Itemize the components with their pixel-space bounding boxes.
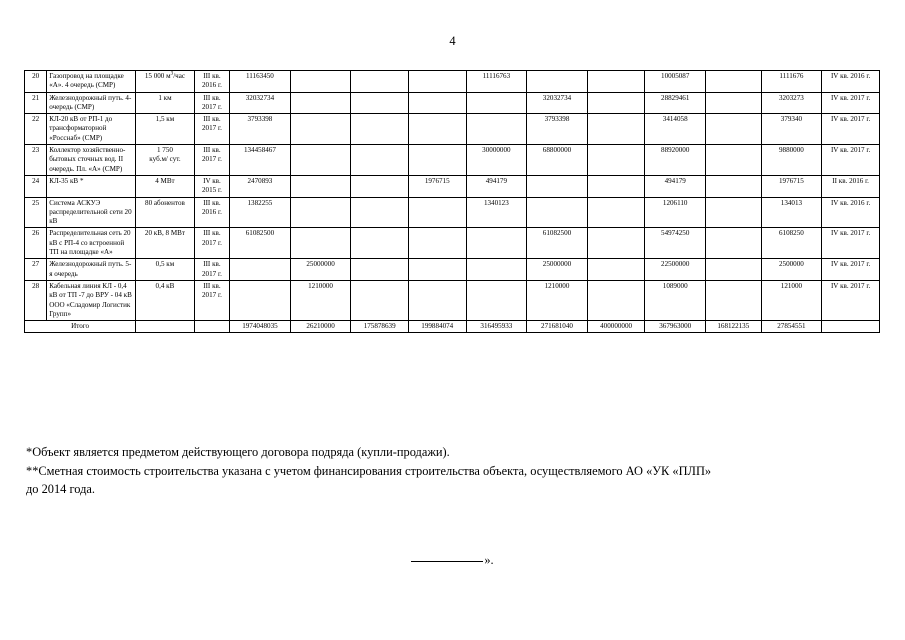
- total-col-9: 168122135: [706, 321, 762, 333]
- row-number: 24: [25, 175, 47, 197]
- table-row: [25, 280, 880, 320]
- value-col-5: 11116763: [466, 71, 527, 93]
- object-term: [194, 259, 229, 281]
- value-col-6: 3793398: [527, 114, 588, 145]
- total-col-8: 367963000: [645, 321, 706, 333]
- value-col-3: [351, 228, 409, 259]
- object-name: Железнодорожный путь. 4-очередь (СМР): [47, 92, 136, 114]
- value-col-2: 1210000: [290, 280, 351, 320]
- term-line-2: 2017 г.: [202, 291, 222, 300]
- object-term: [194, 197, 229, 228]
- object-capacity: 1,5 км: [136, 114, 195, 145]
- value-col-5: 1340123: [466, 197, 527, 228]
- completion-term: IV кв. 2017 г.: [822, 114, 880, 145]
- capacity-line-2: куб.м/ сут.: [149, 155, 181, 164]
- value-col-8: 1206110: [645, 197, 706, 228]
- total-col-6: 271681040: [527, 321, 588, 333]
- term-line-2: 2016 г.: [202, 207, 222, 216]
- value-col-9: [706, 114, 762, 145]
- value-col-6: [527, 71, 588, 93]
- capacity-line-1: 1 750: [156, 146, 173, 155]
- value-col-10: 379340: [761, 114, 822, 145]
- object-capacity: 0,5 км: [136, 259, 195, 281]
- value-col-7: [587, 114, 645, 145]
- total-col-5: 316495933: [466, 321, 527, 333]
- term-line-2: 2015 г.: [202, 186, 222, 195]
- value-col-6: 61082500: [527, 228, 588, 259]
- object-name: КЛ-35 кВ *: [47, 175, 136, 197]
- total-col-10: 27854551: [761, 321, 822, 333]
- value-col-9: [706, 145, 762, 176]
- total-col-3: 175878639: [351, 321, 409, 333]
- term-line-1: III кв.: [203, 229, 221, 238]
- value-col-2: [290, 228, 351, 259]
- value-col-2: [290, 197, 351, 228]
- total-col-2: 26210000: [290, 321, 351, 333]
- value-col-4: 1976715: [408, 175, 466, 197]
- object-capacity: 80 абонентов: [136, 197, 195, 228]
- term-line-1: III кв.: [203, 115, 221, 124]
- completion-term: IV кв. 2017 г.: [822, 228, 880, 259]
- value-col-10: 1111676: [761, 71, 822, 93]
- value-col-3: [351, 175, 409, 197]
- completion-term: IV кв. 2016 г.: [822, 197, 880, 228]
- value-col-6: [527, 197, 588, 228]
- completion-term: II кв. 2016 г.: [822, 175, 880, 197]
- value-col-9: [706, 175, 762, 197]
- value-col-4: [408, 228, 466, 259]
- value-col-6: 32032734: [527, 92, 588, 114]
- closing-line: [0, 552, 905, 568]
- objects-table-body: [25, 71, 880, 333]
- term-line-2: 2017 г.: [202, 124, 222, 133]
- value-col-7: [587, 92, 645, 114]
- value-col-2: [290, 92, 351, 114]
- footnote-2-continuation: до 2014 года.: [26, 482, 95, 496]
- signature-rule: [411, 561, 483, 562]
- value-col-5: 494179: [466, 175, 527, 197]
- value-col-9: [706, 259, 762, 281]
- object-capacity: 1 км: [136, 92, 195, 114]
- row-number: 25: [25, 197, 47, 228]
- value-col-7: [587, 71, 645, 93]
- object-term: [194, 280, 229, 320]
- value-col-1: 61082500: [230, 228, 291, 259]
- value-col-8: 494179: [645, 175, 706, 197]
- row-number: 22: [25, 114, 47, 145]
- value-col-7: [587, 175, 645, 197]
- object-term: [194, 71, 229, 93]
- value-col-10: 2500000: [761, 259, 822, 281]
- value-col-7: [587, 145, 645, 176]
- value-col-4: [408, 280, 466, 320]
- value-col-6: 1210000: [527, 280, 588, 320]
- object-capacity: [136, 71, 195, 93]
- term-line-2: 2017 г.: [202, 269, 222, 278]
- object-name: Распределительная сеть 20 кВ с РП-4 со встроенной ТП на площадке «А»: [47, 228, 136, 259]
- table-row: [25, 145, 880, 176]
- value-col-2: [290, 175, 351, 197]
- value-col-8: 10005087: [645, 71, 706, 93]
- value-col-3: [351, 259, 409, 281]
- footnote-1: *Объект является предметом действующего договора подряда (купли-продажи).: [26, 445, 450, 459]
- page-number: 4: [449, 34, 456, 48]
- value-col-4: [408, 145, 466, 176]
- object-name: Газопровод на площадке «А». 4 очередь (СМР): [47, 71, 136, 93]
- row-number: 23: [25, 145, 47, 176]
- value-col-5: [466, 280, 527, 320]
- value-col-1: 2470893: [230, 175, 291, 197]
- value-col-2: [290, 71, 351, 93]
- total-col-4: 199884074: [408, 321, 466, 333]
- capacity-text: 15 000 м: [144, 72, 171, 80]
- term-line-1: III кв.: [203, 72, 221, 80]
- capacity-tail: /час: [173, 72, 186, 80]
- table-row: [25, 114, 880, 145]
- row-number: 28: [25, 280, 47, 320]
- total-col-1: 1974048035: [230, 321, 291, 333]
- object-term: [194, 145, 229, 176]
- value-col-4: [408, 92, 466, 114]
- value-col-1: 1382255: [230, 197, 291, 228]
- value-col-5: [466, 259, 527, 281]
- object-name: Кабельная линия КЛ - 0,4 кВ от ТП -7 до ВРУ - 04 кВ ООО «Сладомир Логистик Групп»: [47, 280, 136, 320]
- value-col-9: [706, 92, 762, 114]
- value-col-6: 68800000: [527, 145, 588, 176]
- object-name: Система АСКУЭ распределительной сети 20 кВ: [47, 197, 136, 228]
- total-term: [194, 321, 229, 333]
- object-term: [194, 228, 229, 259]
- term-line-1: IV кв.: [203, 176, 221, 185]
- value-col-4: [408, 259, 466, 281]
- value-col-7: [587, 259, 645, 281]
- table-row: [25, 92, 880, 114]
- capacity-superscript: 3: [170, 70, 174, 77]
- row-number: 21: [25, 92, 47, 114]
- value-col-2: [290, 145, 351, 176]
- value-col-3: [351, 280, 409, 320]
- value-col-10: 6108250: [761, 228, 822, 259]
- value-col-10: 134013: [761, 197, 822, 228]
- value-col-2: 25000000: [290, 259, 351, 281]
- row-number: 26: [25, 228, 47, 259]
- value-col-8: 22500000: [645, 259, 706, 281]
- total-col-7: 400000000: [587, 321, 645, 333]
- value-col-10: 1976715: [761, 175, 822, 197]
- value-col-9: [706, 197, 762, 228]
- object-capacity: 0,4 кВ: [136, 280, 195, 320]
- value-col-4: [408, 197, 466, 228]
- total-capacity: [136, 321, 195, 333]
- value-col-3: [351, 197, 409, 228]
- footnote-2: **Сметная стоимость строительства указана с учетом финансирования строительства объекта, осуществляемого АО «УК «ПЛП»: [26, 463, 712, 478]
- value-col-4: [408, 114, 466, 145]
- table-row: [25, 175, 880, 197]
- closing-quote: ».: [484, 553, 494, 567]
- object-name: КЛ-20 кВ от РП-1 до трансформаторной «Росснаб» (СМР): [47, 114, 136, 145]
- table-row: [25, 197, 880, 228]
- value-col-1: 134458467: [230, 145, 291, 176]
- value-col-7: [587, 197, 645, 228]
- row-number: 27: [25, 259, 47, 281]
- term-line-1: III кв.: [203, 93, 221, 102]
- value-col-1: 11163450: [230, 71, 291, 93]
- completion-term: IV кв. 2017 г.: [822, 92, 880, 114]
- value-col-8: 1089000: [645, 280, 706, 320]
- value-col-7: [587, 280, 645, 320]
- value-col-10: 9880000: [761, 145, 822, 176]
- object-capacity: 4 МВт: [136, 175, 195, 197]
- value-col-8: 54974250: [645, 228, 706, 259]
- term-line-2: 2016 г.: [202, 81, 222, 90]
- object-name: Железнодорожный путь. 5-я очередь: [47, 259, 136, 281]
- completion-term: IV кв. 2017 г.: [822, 280, 880, 320]
- object-term: [194, 92, 229, 114]
- value-col-8: 3414058: [645, 114, 706, 145]
- object-name: Коллектор хозяйственно-бытовых сточных вод. II очередь. Пл. «А» (СМР): [47, 145, 136, 176]
- value-col-3: [351, 92, 409, 114]
- value-col-8: 28829461: [645, 92, 706, 114]
- value-col-5: [466, 114, 527, 145]
- term-line-2: 2017 г.: [202, 102, 222, 111]
- table-total-row: [25, 321, 880, 333]
- value-col-3: [351, 145, 409, 176]
- value-col-5: 30000000: [466, 145, 527, 176]
- value-col-6: 25000000: [527, 259, 588, 281]
- object-capacity: 20 кВ, 8 МВт: [136, 228, 195, 259]
- object-term: [194, 114, 229, 145]
- value-col-9: [706, 280, 762, 320]
- value-col-3: [351, 71, 409, 93]
- term-line-1: III кв.: [203, 281, 221, 290]
- value-col-2: [290, 114, 351, 145]
- value-col-8: 88920000: [645, 145, 706, 176]
- term-line-2: 2017 г.: [202, 155, 222, 164]
- completion-term: IV кв. 2016 г.: [822, 71, 880, 93]
- value-col-10: 3203273: [761, 92, 822, 114]
- value-col-1: [230, 259, 291, 281]
- term-line-2: 2017 г.: [202, 238, 222, 247]
- value-col-9: [706, 71, 762, 93]
- row-number: 20: [25, 71, 47, 93]
- table-row: [25, 71, 880, 93]
- total-completion-term: [822, 321, 880, 333]
- value-col-5: [466, 228, 527, 259]
- object-capacity: [136, 145, 195, 176]
- table-row: [25, 228, 880, 259]
- value-col-10: 121000: [761, 280, 822, 320]
- value-col-1: 32032734: [230, 92, 291, 114]
- objects-table: [24, 70, 880, 333]
- completion-term: IV кв. 2017 г.: [822, 259, 880, 281]
- value-col-6: [527, 175, 588, 197]
- value-col-7: [587, 228, 645, 259]
- object-term: [194, 175, 229, 197]
- value-col-5: [466, 92, 527, 114]
- term-line-1: III кв.: [203, 198, 221, 207]
- term-line-1: III кв.: [203, 146, 221, 155]
- table-row: [25, 259, 880, 281]
- value-col-3: [351, 114, 409, 145]
- total-label: Итого: [25, 321, 136, 333]
- value-col-9: [706, 228, 762, 259]
- value-col-4: [408, 71, 466, 93]
- objects-table-container: [24, 70, 880, 333]
- completion-term: IV кв. 2017 г.: [822, 145, 880, 176]
- value-col-1: 3793398: [230, 114, 291, 145]
- term-line-1: III кв.: [203, 260, 221, 269]
- value-col-1: [230, 280, 291, 320]
- footnotes: [26, 443, 882, 499]
